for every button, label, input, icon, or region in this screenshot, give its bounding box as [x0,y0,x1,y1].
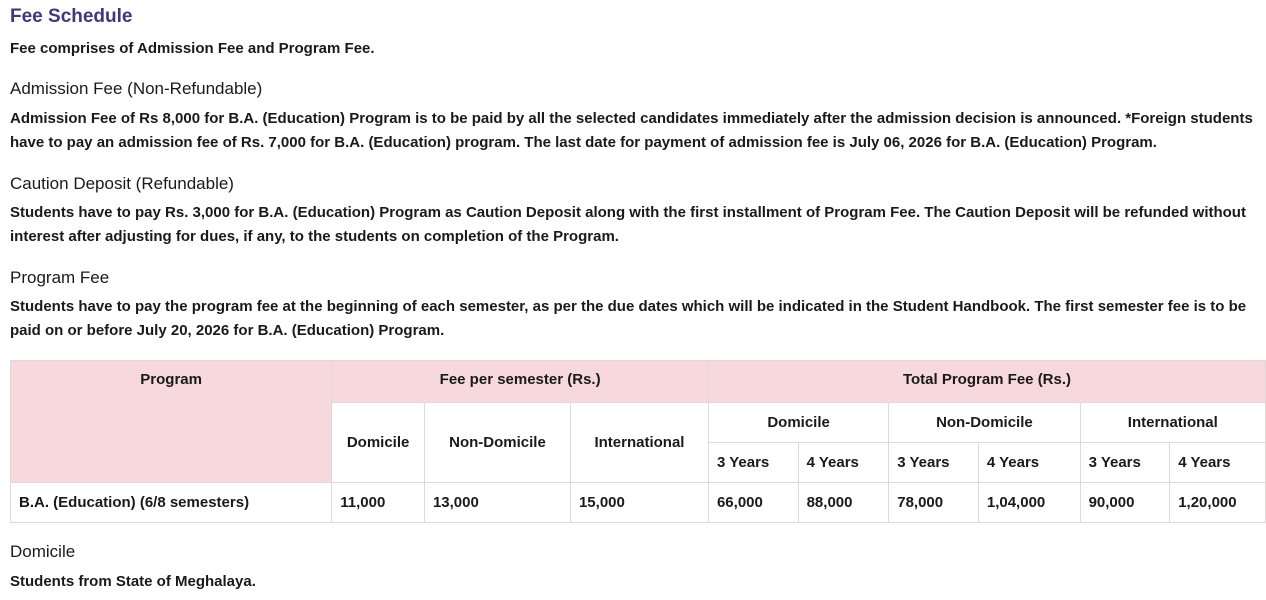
program-header: Program [11,361,332,483]
program-fee-text: Students have to pay the program fee at the beginning of each semester, as per the due dates which will be indicated in the Student Handbook. The first semester fee is to be paid on or before July 20, 2026 for B.A. (Education) Program. [10,298,1247,339]
year-col-domicile-4: 4 Years [798,443,889,483]
sem-international-header: International [570,403,708,483]
admission-fee-text: Admission Fee of Rs 8,000 for B.A. (Education) Program is to be paid by all the selected candidates immediately after the admission decision is announced. *Foreign students have to pay an admission fee of Rs. 7,000 for B.A. (Education) program. The last date for payment of admission fee is July 06, 2026 for B.A. (Education) Program. [10,110,1253,151]
table-row [11,483,1266,523]
total-non-domicile-3yr-cell: 78,000 [889,483,979,523]
year-col-non-domicile-4: 4 Years [978,443,1080,483]
sem-fee-international-cell: 15,000 [570,483,708,523]
sem-fee-domicile-cell: 11,000 [332,483,425,523]
fee-per-semester-header: Fee per semester (Rs.) [332,361,709,403]
year-col-international-3: 3 Years [1080,443,1170,483]
sem-domicile-header: Domicile [332,403,425,483]
intro-text: Fee comprises of Admission Fee and Program Fee. [10,40,375,57]
sem-non-domicile-header: Non-Domicile [424,403,570,483]
total-domicile-4yr-cell: 88,000 [798,483,889,523]
year-col-international-4: 4 Years [1170,443,1266,483]
total-program-fee-header: Total Program Fee (Rs.) [708,361,1265,403]
total-international-header: International [1080,403,1265,443]
total-domicile-header: Domicile [708,403,888,443]
admission-fee-heading: Admission Fee (Non-Refundable) [10,79,263,98]
caution-deposit-text: Students have to pay Rs. 3,000 for B.A. (Education) Program as Caution Deposit along with the first installment of Program Fee. The Caution Deposit will be refunded without interest after adjusting for dues, if any, to the students on completion of the Program. [10,204,1246,245]
fee-table [10,360,1266,523]
page-title: Fee Schedule [10,6,133,27]
sem-fee-non-domicile-cell: 13,000 [424,483,570,523]
program-fee-heading: Program Fee [10,268,110,287]
total-domicile-3yr-cell: 66,000 [708,483,798,523]
caution-deposit-heading: Caution Deposit (Refundable) [10,174,234,193]
year-col-non-domicile-3: 3 Years [889,443,979,483]
year-col-domicile-3: 3 Years [708,443,798,483]
total-international-3yr-cell: 90,000 [1080,483,1170,523]
domicile-text: Students from State of Meghalaya. [10,573,256,590]
total-non-domicile-4yr-cell: 1,04,000 [978,483,1080,523]
domicile-heading: Domicile [10,542,76,561]
total-non-domicile-header: Non-Domicile [889,403,1080,443]
total-international-4yr-cell: 1,20,000 [1170,483,1266,523]
program-name-cell: B.A. (Education) (6/8 semesters) [11,483,332,523]
